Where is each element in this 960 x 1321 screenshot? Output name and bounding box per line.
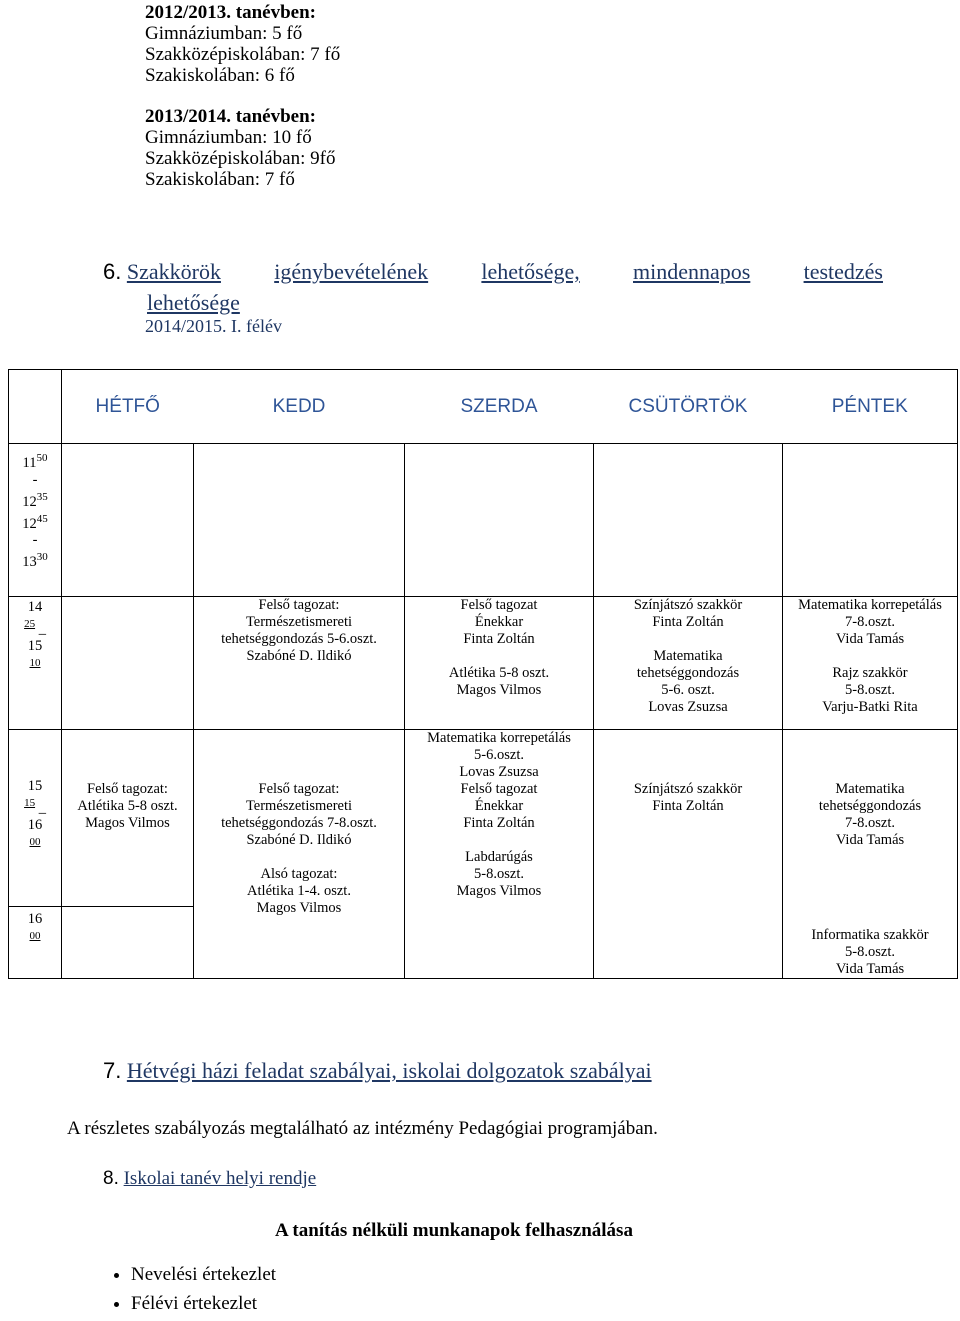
stat-line: Szakközépiskolában: 9fő bbox=[145, 148, 336, 169]
stat-line: Szakiskolában: 6 fő bbox=[145, 65, 295, 86]
corner-cell bbox=[9, 370, 62, 444]
section-number: 8. bbox=[103, 1168, 119, 1189]
slot-pentek-1: Matematika korrepetálás 7-8.oszt. Vida Tamás Rajz szakkör 5-8.oszt. Varju-Batki Rita bbox=[783, 597, 958, 730]
enrollment-stats bbox=[145, 2, 340, 190]
section-number: 6. bbox=[103, 259, 122, 284]
slot-szerda-1: Felső tagozat Énekkar Finta Zoltán Atlétika 5-8 oszt. Magos Vilmos bbox=[405, 597, 594, 730]
slot-kedd-2: Felső tagozat: Természetismereti tehetséggondozás 7-8.oszt. Szabóné D. Ildikó Alsó tagozat: Atlétika 1-4. oszt. Magos Vilmos bbox=[194, 730, 405, 979]
list-item: • Félévi értekezlet bbox=[131, 1289, 276, 1318]
year-heading: 2012/2013. tanévben: bbox=[145, 2, 316, 23]
time-slot: 16 $^{00}$ bbox=[9, 906, 62, 978]
time-slot: 15 $^{15}$ _ 16 $^{00}$ bbox=[9, 730, 62, 907]
stat-line: Szakiskolában: 7 fő bbox=[145, 169, 295, 190]
semester-label: 2014/2015. I. félév bbox=[145, 316, 282, 336]
list-item: • Nevelési értekezlet bbox=[131, 1260, 276, 1289]
section-title: Hétvégi házi feladat szabályai, iskolai dolgozatok szabályai bbox=[126, 1058, 652, 1083]
slot-szerda-2: Matematika korrepetálás 5-6.oszt. Lovas Zsuzsa Felső tagozat Énekkar Finta Zoltán Labdarúgás 5-8.oszt. Magos Vilmos bbox=[405, 730, 594, 979]
subheading: A tanítás nélküli munkanapok felhasználása bbox=[275, 1220, 633, 1241]
day-friday: PÉNTEK bbox=[783, 370, 958, 444]
weekly-timetable bbox=[8, 369, 958, 979]
section-title: Iskolai tanév helyi rendje bbox=[123, 1168, 317, 1189]
slot-hetfo-2: Felső tagozat: Atlétika 5-8 oszt. Magos Vilmos bbox=[62, 730, 194, 907]
stat-line: Szakközépiskolában: 7 fő bbox=[145, 44, 341, 65]
heading-word: lehetősége bbox=[147, 290, 240, 315]
heading-word: lehetősége, bbox=[481, 259, 580, 284]
day-thursday: CSÜTÖRTÖK bbox=[594, 370, 783, 444]
day-wednesday: SZERDA bbox=[405, 370, 594, 444]
slot-pentek-2: Matematika tehetséggondozás 7-8.oszt. Vida Tamás Informatika szakkör 5-8.oszt. Vida Tamás bbox=[783, 730, 958, 979]
day-monday: HÉTFŐ bbox=[62, 370, 194, 444]
stat-line: Gimnáziumban: 10 fő bbox=[145, 127, 312, 148]
time-slot: 14 $^{25}$ _ 15 $^{10}$ bbox=[9, 597, 62, 730]
day-tuesday: KEDD bbox=[194, 370, 405, 444]
bullet-list bbox=[95, 1260, 276, 1318]
slot-kedd-1: Felső tagozat: Természetismereti tehetséggondozás 5-6.oszt. Szabóné D. Ildikó bbox=[194, 597, 405, 730]
paragraph: A részletes szabályozás megtalálható az intézmény Pedagógiai programjában. bbox=[67, 1118, 658, 1139]
heading-word: Szakkörök bbox=[126, 259, 221, 284]
heading-word: mindennapos bbox=[633, 259, 751, 284]
heading-word: igénybevételének bbox=[274, 259, 429, 284]
time-slot: $11^{50}$ - $12^{35}$ $12^{45}$ - $13^{30}$ bbox=[9, 444, 62, 597]
section-7-heading bbox=[103, 1058, 652, 1084]
year-heading: 2013/2014. tanévben: bbox=[145, 106, 316, 127]
stat-line: Gimnáziumban: 5 fő bbox=[145, 23, 303, 44]
section-8-heading bbox=[103, 1168, 316, 1190]
slot-csutortok-1: Színjátszó szakkör Finta Zoltán Matematika tehetséggondozás 5-6. oszt. Lovas Zsuzsa bbox=[594, 597, 783, 730]
section-number: 7. bbox=[103, 1058, 122, 1083]
heading-word: testedzés bbox=[803, 259, 883, 284]
slot-csutortok-2: Színjátszó szakkör Finta Zoltán bbox=[594, 730, 783, 979]
section-6-heading bbox=[103, 256, 883, 318]
